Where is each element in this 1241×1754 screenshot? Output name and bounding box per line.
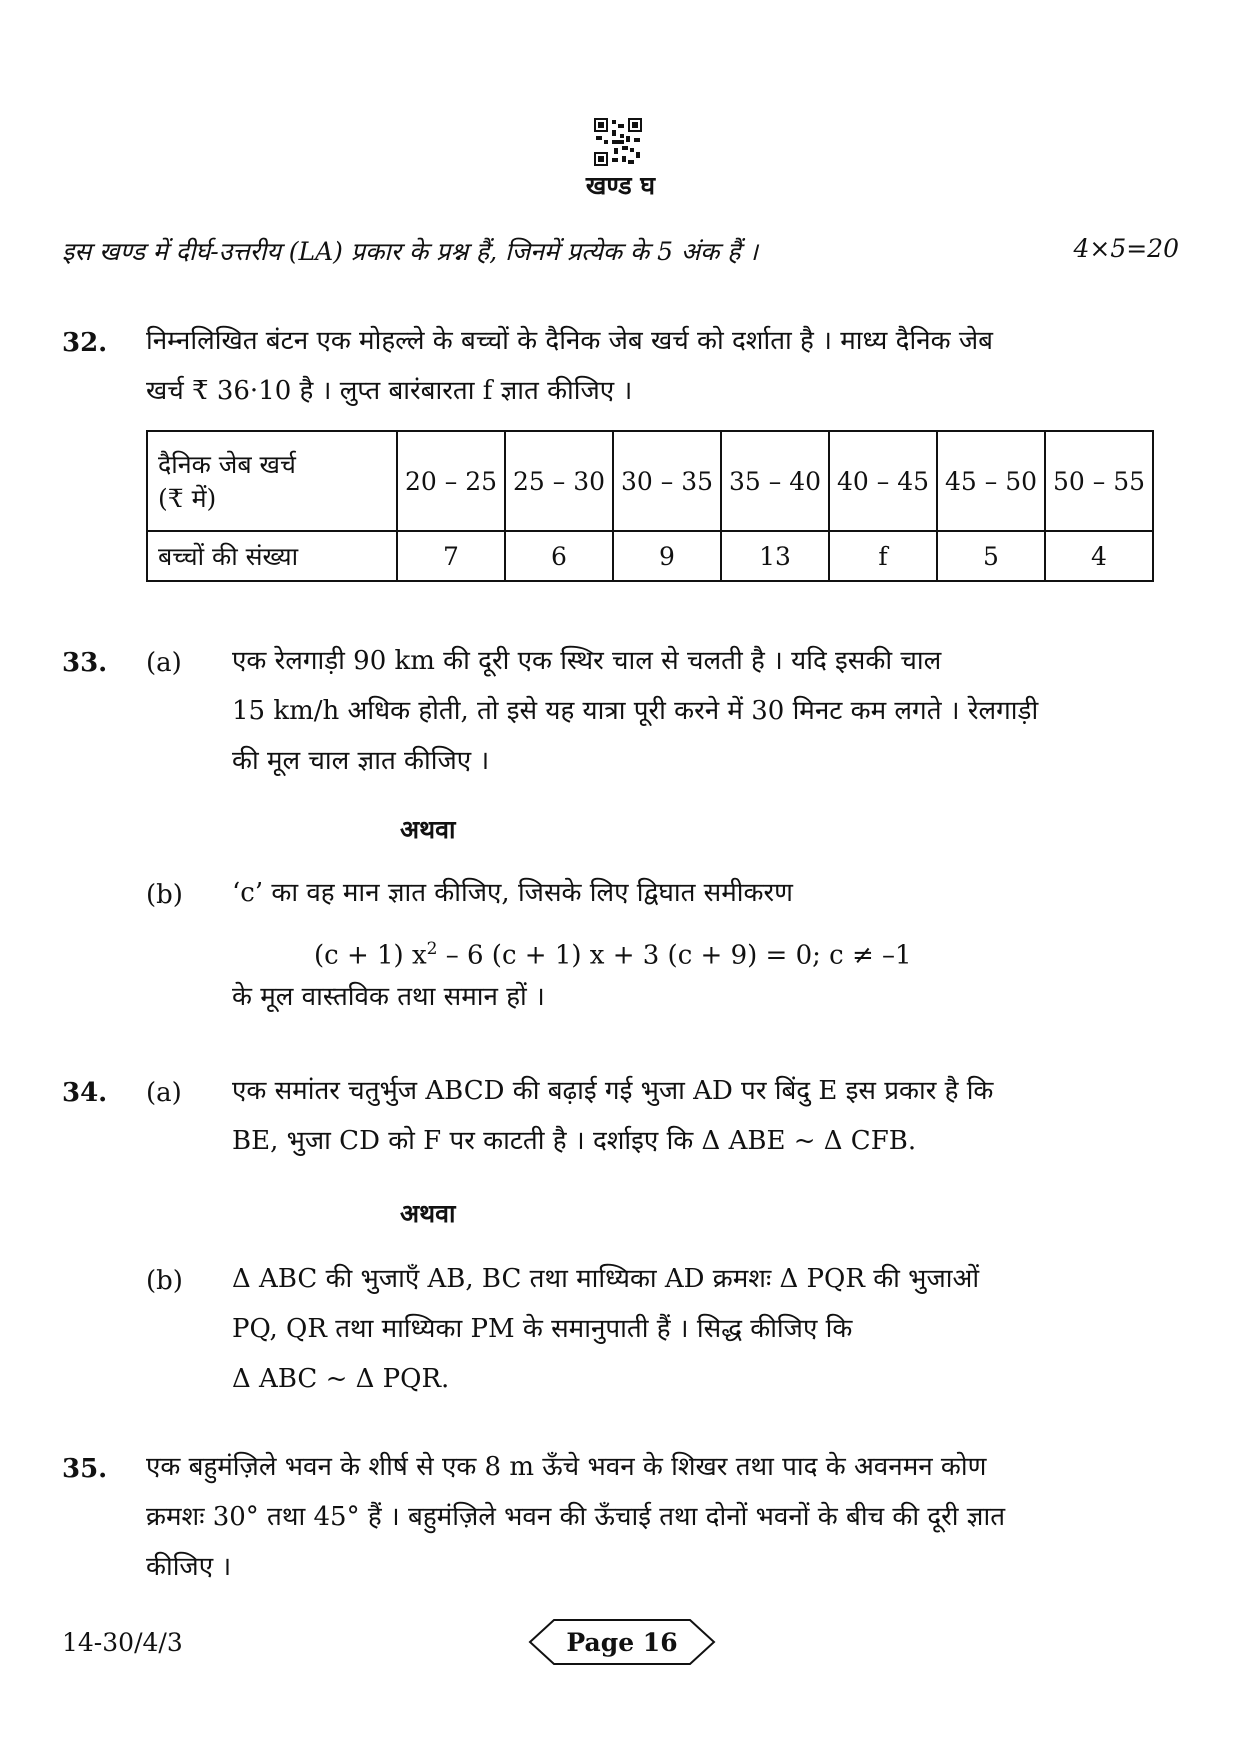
question-34b-line-3: Δ ABC ~ Δ PQR. <box>232 1364 450 1394</box>
part-label-b: (b) <box>146 1266 183 1296</box>
page-number: Page 16 <box>566 1628 678 1657</box>
question-number-33: 33. <box>62 648 108 678</box>
interval-cell: 20 – 25 <box>397 431 505 531</box>
interval-cell: 45 – 50 <box>937 431 1045 531</box>
question-34b-line-1: Δ ABC की भुजाएँ AB, BC तथा माध्यिका AD क्रमशः Δ PQR की भुजाओं <box>232 1264 980 1294</box>
part-label-b: (b) <box>146 880 183 910</box>
qr-code-icon <box>594 118 642 166</box>
section-instructions: इस खण्ड में दीर्घ-उत्तरीय (LA) प्रकार के प्रश्न हैं, जिनमें प्रत्येक के 5 अंक हैं । <box>62 237 758 266</box>
question-33b-line-1: ‘c’ का वह मान ज्ञात कीजिए, जिसके लिए द्विघात समीकरण <box>232 878 793 908</box>
frequency-cell: 7 <box>397 531 505 581</box>
frequency-cell: 5 <box>937 531 1045 581</box>
equation-exponent: 2 <box>426 939 438 959</box>
question-35-line-2: क्रमशः 30° तथा 45° हैं । बहुमंज़िले भवन की ऊँचाई तथा दोनों भवनों के बीच की दूरी ज्ञात <box>146 1502 1006 1532</box>
question-33a-line-3: की मूल चाल ज्ञात कीजिए । <box>232 746 490 776</box>
question-34a-line-2: BE, भुजा CD को F पर काटती है । दर्शाइए कि Δ ABE ~ Δ CFB. <box>232 1126 917 1156</box>
row-label-children: बच्चों की संख्या <box>147 531 397 581</box>
question-34a-line-1: एक समांतर चतुर्भुज ABCD की बढ़ाई गई भुजा AD पर बिंदु E इस प्रकार है कि <box>232 1076 994 1106</box>
question-32-line-1: निम्नलिखित बंटन एक मोहल्ले के बच्चों के दैनिक जेब खर्च को दर्शाता है । माध्य दैनिक जेब <box>146 326 993 356</box>
table-row <box>147 531 1153 581</box>
question-number-35: 35. <box>62 1454 108 1484</box>
section-title: खण्ड घ <box>585 171 656 200</box>
table-row <box>147 431 1153 531</box>
interval-cell: 30 – 35 <box>613 431 721 531</box>
question-33a-line-1: एक रेलगाड़ी 90 km की दूरी एक स्थिर चाल से चलती है । यदि इसकी चाल <box>232 646 942 676</box>
section-marks: 4×5=20 <box>1073 234 1179 263</box>
interval-cell: 50 – 55 <box>1045 431 1153 531</box>
interval-cell: 35 – 40 <box>721 431 829 531</box>
or-separator: अथवा <box>400 815 456 844</box>
part-label-a: (a) <box>146 648 182 678</box>
or-separator: अथवा <box>400 1199 456 1228</box>
interval-cell: 40 – 45 <box>829 431 937 531</box>
question-number-34: 34. <box>62 1078 108 1108</box>
part-label-a: (a) <box>146 1078 182 1108</box>
frequency-cell: 4 <box>1045 531 1153 581</box>
question-32-line-2: खर्च ₹ 36·10 है । लुप्त बारंबारता f ज्ञात कीजिए । <box>146 376 633 406</box>
distribution-table <box>146 430 1154 582</box>
question-number-32: 32. <box>62 328 108 358</box>
frequency-cell: 9 <box>613 531 721 581</box>
frequency-cell: 6 <box>505 531 613 581</box>
interval-cell: 25 – 30 <box>505 431 613 531</box>
paper-code: 14-30/4/3 <box>62 1628 183 1657</box>
frequency-cell: 13 <box>721 531 829 581</box>
row-label-unit: (₹ में) <box>158 484 217 513</box>
question-33a-line-2: 15 km/h अधिक होती, तो इसे यह यात्रा पूरी करने में 30 मिनट कम लगते । रेलगाड़ी <box>232 696 1039 726</box>
question-35-line-3: कीजिए । <box>146 1552 232 1582</box>
question-33b-line-3: के मूल वास्तविक तथा समान हों । <box>232 982 545 1012</box>
table-row-header <box>147 431 397 531</box>
row-label-expense: दैनिक जेब खर्च <box>158 450 296 479</box>
question-35-line-1: एक बहुमंज़िले भवन के शीर्ष से एक 8 m ऊँचे भवन के शिखर तथा पाद के अवनमन कोण <box>146 1452 987 1482</box>
question-34b-line-2: PQ, QR तथा माध्यिका PM के समानुपाती हैं । सिद्ध कीजिए कि <box>232 1314 853 1344</box>
frequency-cell: f <box>829 531 937 581</box>
equation-part-1: (c + 1) x <box>314 940 427 971</box>
equation-part-2: – 6 (c + 1) x + 3 (c + 9) = 0; c ≠ –1 <box>437 940 912 971</box>
